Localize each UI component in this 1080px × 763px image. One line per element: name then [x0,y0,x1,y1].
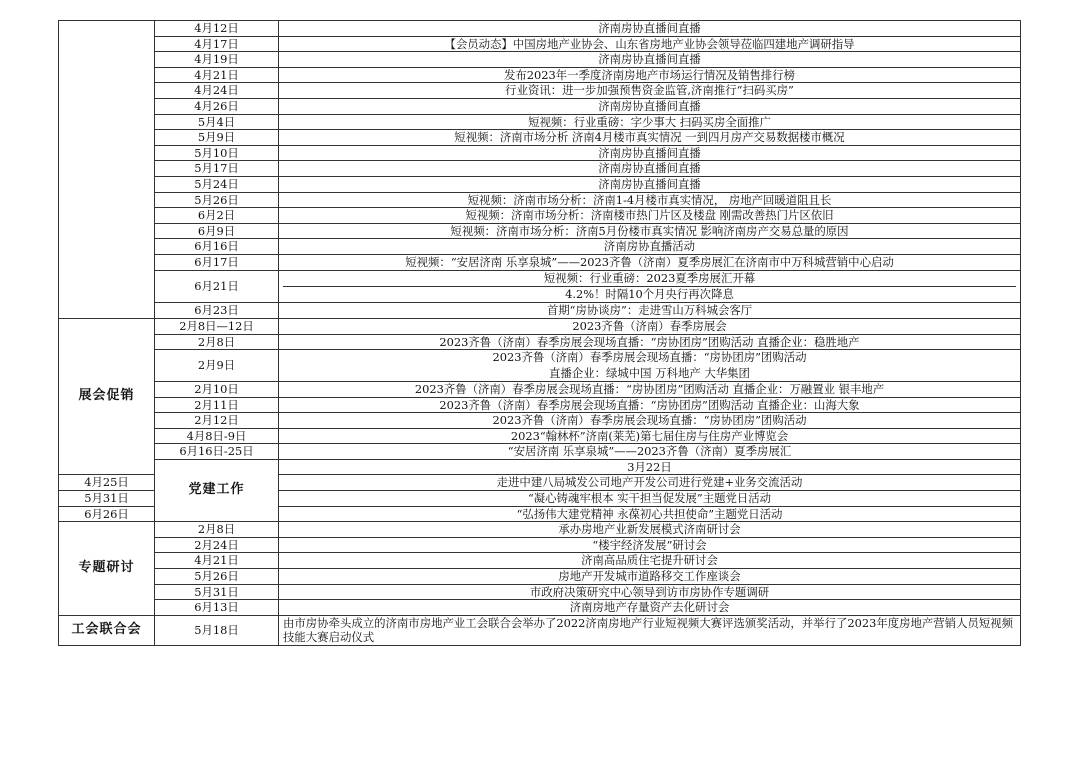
date-cell: 6月23日 [155,303,279,319]
table-row [59,413,1021,429]
date-cell: 4月8日-9日 [155,428,279,444]
table-row [59,615,1021,645]
table-row [59,537,1021,553]
content-cell: 走进中建八局城发公司地产开发公司进行党建+业务交流活动 [279,475,1021,491]
table-row [59,161,1021,177]
date-cell: 3月22日 [279,459,1021,475]
content-line: 直播企业：绿城中国 万科地产 大华集团 [549,365,750,380]
table-row [59,114,1021,130]
date-cell: 5月18日 [155,615,279,645]
content-cell: 济南房协直播间直播 [279,145,1021,161]
table-row [59,176,1021,192]
date-cell: 4月21日 [155,553,279,569]
date-cell: 5月17日 [155,161,279,177]
table-row [59,83,1021,99]
date-cell: 6月21日 [155,270,279,303]
content-cell [279,350,1021,382]
date-cell: 4月19日 [155,52,279,68]
content-cell: 首期“房协谈房”：走进雪山万科城会客厅 [279,303,1021,319]
date-cell: 6月16日-25日 [155,444,279,460]
category-cell: 工会联合会 [59,615,155,645]
content-cell: 2023齐鲁（济南）春季房展会现场直播：“房协团房”团购活动 直播企业：山海大象 [279,397,1021,413]
content-cell: 短视频：济南市场分析：济南5月份楼市真实情况 影响济南房产交易总量的原因 [279,223,1021,239]
content-cell: 【会员动态】中国房地产业协会、山东省房地产业协会领导莅临四建地产调研指导 [279,36,1021,52]
date-cell: 6月9日 [155,223,279,239]
date-cell: 6月16日 [155,239,279,255]
table-row [59,397,1021,413]
table-row [59,239,1021,255]
date-cell: 2月8日 [155,334,279,350]
date-cell: 6月13日 [155,600,279,616]
content-cell: 行业资讯：进一步加强预售资金监管,济南推行“扫码买房” [279,83,1021,99]
content-cell: 短视频：行业重磅：字少事大 扫码买房全面推广 [279,114,1021,130]
date-cell: 2月12日 [155,413,279,429]
date-cell: 4月26日 [155,98,279,114]
content-cell: 2023“翰林杯”济南(莱芜)第七届住房与住房产业博览会 [279,428,1021,444]
table-row [59,254,1021,270]
table-row [59,428,1021,444]
date-cell: 2月24日 [155,537,279,553]
table-row [59,270,1021,303]
date-cell: 2月11日 [155,397,279,413]
content-cell: 济南高品质住宅提升研讨会 [279,553,1021,569]
date-cell: 5月31日 [59,491,155,507]
table-row [59,553,1021,569]
date-cell: 5月4日 [155,114,279,130]
content-cell: 短视频：“安居济南 乐享泉城”——2023齐鲁（济南）夏季房展汇在济南市中万科城营销中心启动 [279,254,1021,270]
content-cell: 短视频：济南市场分析 济南4月楼市真实情况 一到四月房产交易数据楼市概况 [279,130,1021,146]
date-cell: 5月26日 [155,192,279,208]
content-cell: “安居济南 乐享泉城”——2023齐鲁（济南）夏季房展汇 [279,444,1021,460]
table-row [59,600,1021,616]
content-line: 4.2%！时隔10个月央行再次降息 [565,286,734,301]
date-cell: 6月26日 [59,506,155,522]
date-cell: 6月2日 [155,208,279,224]
content-cell: 承办房地产业新发展模式济南研讨会 [279,522,1021,538]
content-cell: “凝心铸魂牢根本 实干担当促发展”主题党日活动 [279,491,1021,507]
category-cell [59,21,155,319]
content-cell: 济南房协直播活动 [279,239,1021,255]
date-cell: 2月10日 [155,381,279,397]
content-cell: 2023齐鲁（济南）春季房展会 [279,318,1021,334]
date-cell: 6月17日 [155,254,279,270]
content-cell [279,270,1021,303]
date-cell: 5月24日 [155,176,279,192]
content-cell: 短视频：济南市场分析：济南楼市热门片区及楼盘 刚需改善热门片区依旧 [279,208,1021,224]
category-cell: 展会促销 [59,318,155,475]
date-cell: 2月8日 [155,522,279,538]
table-row [59,318,1021,334]
table-row [59,67,1021,83]
content-cell: 济南房地产存量资产去化研讨会 [279,600,1021,616]
table-row [59,36,1021,52]
category-cell: 党建工作 [155,459,279,521]
table-row [59,130,1021,146]
content-cell: 房地产开发城市道路移交工作座谈会 [279,569,1021,585]
date-cell: 5月9日 [155,130,279,146]
date-cell: 4月24日 [155,83,279,99]
table-row [59,569,1021,585]
content-cell: 济南房协直播间直播 [279,161,1021,177]
content-cell: 市政府决策研究中心领导到访市房协作专题调研 [279,584,1021,600]
content-cell: “弘扬伟大建党精神 永葆初心共担使命”主题党日活动 [279,506,1021,522]
table-row [59,522,1021,538]
activity-table-body [59,21,1021,646]
table-row [59,381,1021,397]
table-row [59,208,1021,224]
content-cell: 发布2023年一季度济南房地产市场运行情况及销售排行榜 [279,67,1021,83]
date-cell: 4月17日 [155,36,279,52]
table-row [59,145,1021,161]
content-cell: 济南房协直播间直播 [279,21,1021,37]
date-cell: 5月31日 [155,584,279,600]
table-row [59,444,1021,460]
date-cell: 4月12日 [155,21,279,37]
table-row [59,52,1021,68]
content-line: 短视频：行业重磅：2023夏季房展汇开幕 [283,271,1016,287]
date-cell: 4月21日 [155,67,279,83]
content-line: 2023齐鲁（济南）春季房展会现场直播：“房协团房”团购活动 [492,350,807,365]
content-cell: 济南房协直播间直播 [279,52,1021,68]
table-row [59,459,1021,475]
content-cell: 2023齐鲁（济南）春季房展会现场直播：“房协团房”团购活动 直播企业：稳胜地产 [279,334,1021,350]
table-row [59,98,1021,114]
content-cell: 由市房协牵头成立的济南市房地产业工会联合会举办了2022济南房地产行业短视频大赛评选颁奖活动，并举行了2023年度房地产营销人员短视频技能大赛启动仪式 [279,615,1021,645]
content-cell: 2023齐鲁（济南）春季房展会现场直播：“房协团房”团购活动 直播企业：万融置业 银丰地产 [279,381,1021,397]
date-cell: 2月9日 [155,350,279,382]
date-cell: 5月10日 [155,145,279,161]
table-row [59,350,1021,382]
table-row [59,334,1021,350]
content-cell: 2023齐鲁（济南）春季房展会现场直播：“房协团房”团购活动 [279,413,1021,429]
table-row [59,584,1021,600]
date-cell: 2月8日—12日 [155,318,279,334]
content-cell: 济南房协直播间直播 [279,98,1021,114]
category-cell: 专题研讨 [59,522,155,616]
table-row [59,21,1021,37]
content-cell: 短视频：济南市场分析：济南1-4月楼市真实情况， 房地产回暖道阻且长 [279,192,1021,208]
date-cell: 5月26日 [155,569,279,585]
table-row [59,192,1021,208]
table-row [59,223,1021,239]
content-cell: 济南房协直播间直播 [279,176,1021,192]
table-row [59,303,1021,319]
content-cell: “楼宇经济发展”研讨会 [279,537,1021,553]
activity-table [58,20,1021,646]
date-cell: 4月25日 [59,475,155,491]
